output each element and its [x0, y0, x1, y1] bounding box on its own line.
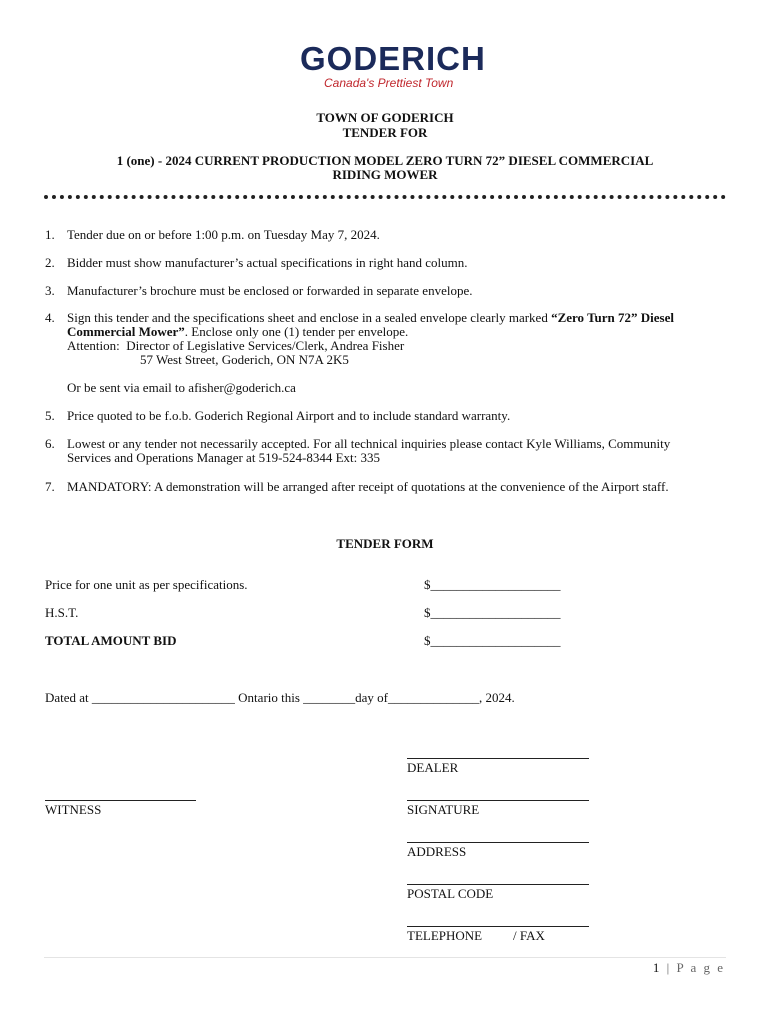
signature-line[interactable]: [407, 800, 589, 801]
envelope-marking: “Zero Turn 72” Diesel Commercial Mower”: [67, 310, 674, 339]
item-number: 7.: [45, 479, 55, 494]
header-tender-for: TENDER FOR: [342, 125, 428, 140]
list-item: [45, 311, 735, 395]
telephone-fax-line[interactable]: [407, 926, 589, 927]
telephone-label: TELEPHONE: [407, 928, 483, 943]
list-item: [45, 437, 735, 465]
witness-signature-line[interactable]: [45, 800, 196, 801]
item-number: 5.: [45, 408, 55, 423]
total-amount-label: TOTAL AMOUNT BID: [45, 633, 177, 648]
email-line: Or be sent via email to afisher@goderich.ca: [67, 380, 296, 395]
page-number: 1 | P a g e: [652, 960, 725, 975]
signature-label: SIGNATURE: [407, 802, 480, 817]
witness-label: WITNESS: [45, 802, 102, 817]
price-field[interactable]: $____________________: [424, 577, 561, 592]
dealer-signature-line[interactable]: [407, 758, 589, 759]
logo-tagline: Canada's Prettiest Town: [324, 76, 454, 90]
attention-line: Attention: Director of Legislative Services/Clerk, Andrea Fisher: [67, 338, 405, 353]
postal-code-label: POSTAL CODE: [407, 886, 494, 901]
item-number: 1.: [45, 227, 55, 242]
tender-title-line1: 1 (one) - 2024 CURRENT PRODUCTION MODEL ZERO TURN 72” DIESEL COMMERCIAL: [116, 153, 654, 168]
item-text: MANDATORY: A demonstration will be arranged after receipt of quotations at the convenience of the Airport staff.: [67, 479, 669, 494]
hst-field[interactable]: $____________________: [424, 605, 561, 620]
hst-label: H.S.T.: [45, 605, 79, 620]
item-text: Sign this tender and the specifications sheet and enclose in a sealed envelope clearly marked “Zero Turn 72” Diesel Commercial Mower”. Enclose only one (1) tender per envelope.: [67, 310, 674, 339]
item-text: Manufacturer’s brochure must be enclosed or forwarded in separate envelope.: [67, 283, 473, 298]
header-town: TOWN OF GODERICH: [316, 110, 454, 125]
item-text: Bidder must show manufacturer’s actual specifications in right hand column.: [67, 255, 468, 270]
price-label: Price for one unit as per specifications.: [45, 577, 248, 592]
address-label: ADDRESS: [407, 844, 467, 859]
address-line[interactable]: [407, 842, 589, 843]
item-number: 6.: [45, 436, 55, 451]
footer-rule: [44, 957, 726, 958]
goderich-logo: [300, 40, 486, 90]
postal-code-line[interactable]: [407, 884, 589, 885]
list-item: [45, 409, 735, 423]
item-number: 2.: [45, 255, 55, 270]
list-item: [45, 228, 735, 242]
fax-label: / FAX: [513, 928, 545, 943]
item-number: 4.: [45, 310, 55, 325]
list-item: [45, 480, 735, 494]
dotted-separator: [44, 195, 726, 199]
item-text: Tender due on or before 1:00 p.m. on Tuesday May 7, 2024.: [67, 227, 380, 242]
tender-title-line2: RIDING MOWER: [332, 167, 438, 182]
logo-wordmark: GODERICH: [300, 40, 486, 77]
list-item: [45, 256, 735, 270]
item-number: 3.: [45, 283, 55, 298]
item-text: Lowest or any tender not necessarily accepted. For all technical inquiries please contact Kyle Williams, Community Services and Operations Manager at 519-524-8344 Ext: 335: [67, 436, 671, 465]
list-item: [45, 284, 735, 298]
dated-line[interactable]: Dated at ______________________ Ontario this ________day of______________, 2024.: [45, 690, 515, 705]
attention-address: 57 West Street, Goderich, ON N7A 2K5: [140, 352, 349, 367]
item-text: Price quoted to be f.o.b. Goderich Regional Airport and to include standard warranty.: [67, 408, 511, 423]
total-amount-field[interactable]: $____________________: [424, 633, 561, 648]
dealer-label: DEALER: [407, 760, 459, 775]
tender-form-heading: TENDER FORM: [336, 536, 434, 551]
